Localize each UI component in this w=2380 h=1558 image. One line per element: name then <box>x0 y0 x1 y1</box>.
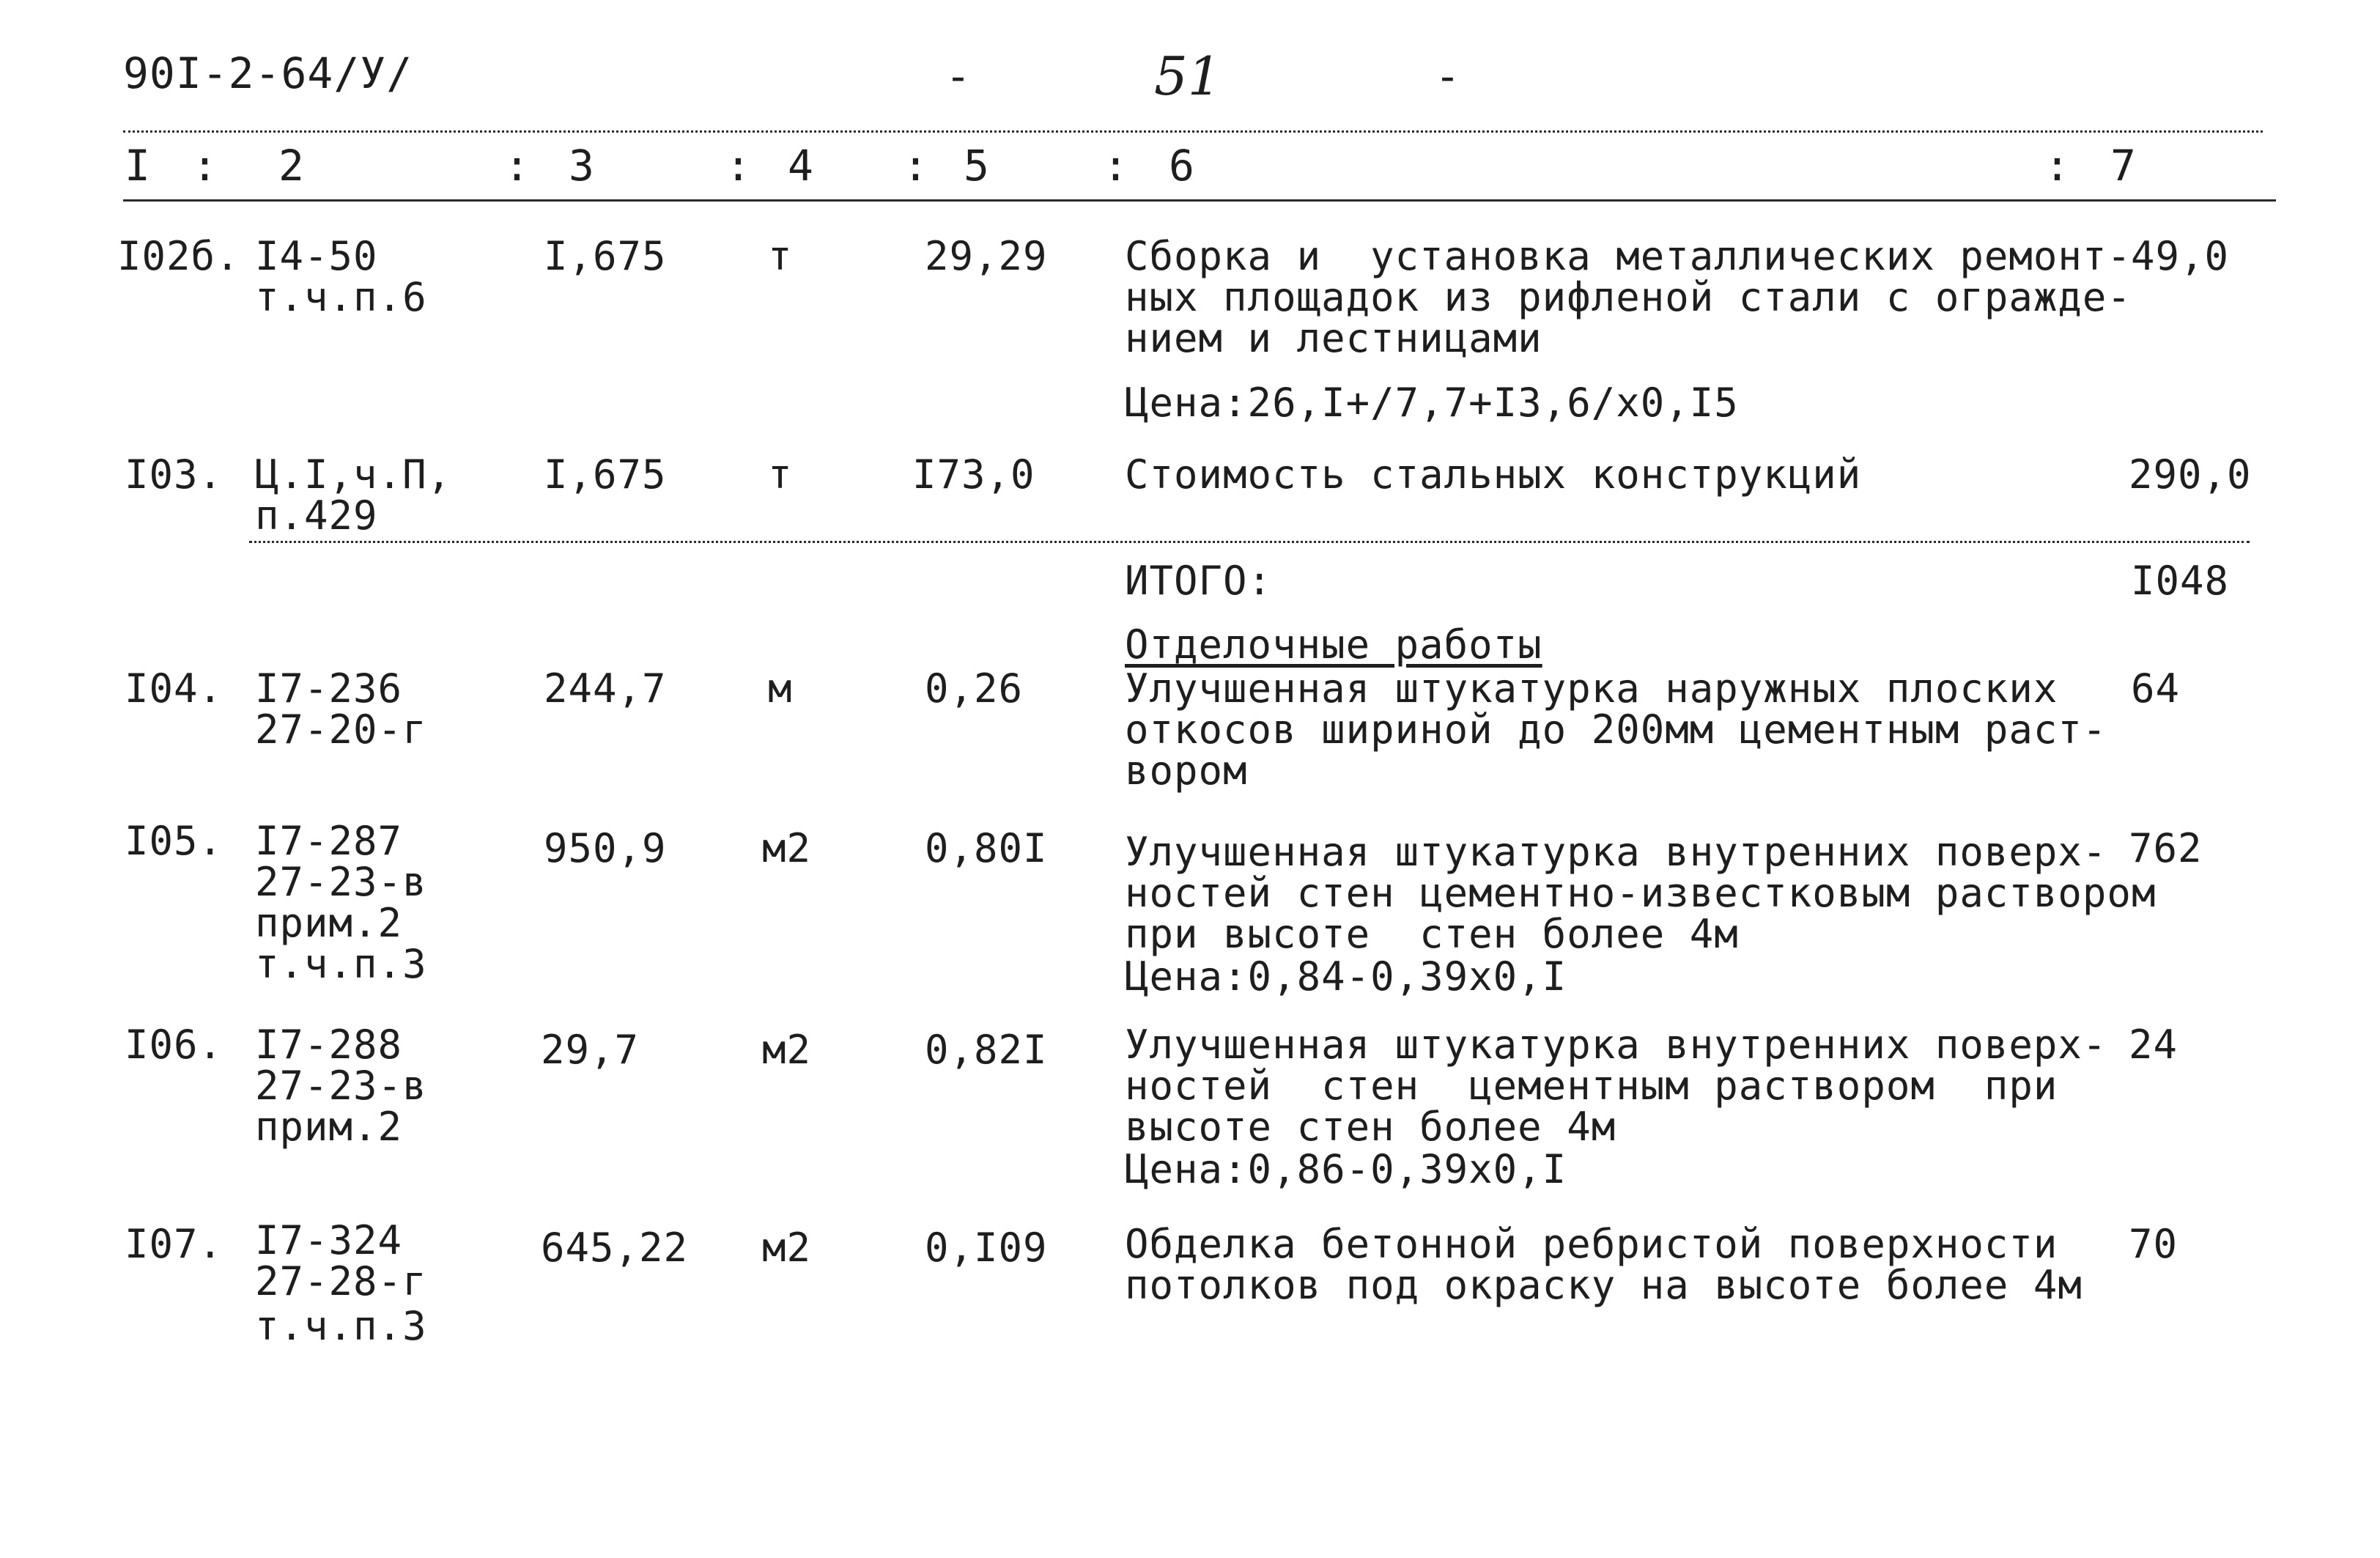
row-unit: т <box>768 451 793 498</box>
row-total: 762 <box>2129 825 2203 871</box>
row-norm-code: I7-236 27-20-г <box>255 665 427 753</box>
row-description: Сборка и установка металлических ремонт- ных площадок из рифленой стали с огражде- нием и лестницами <box>1125 233 2132 361</box>
column-separator: : <box>192 141 218 191</box>
row-unit: м2 <box>762 825 812 871</box>
row-description: Улучшенная штукатурка внутренних поверх- ностей стен цементным раствором при высоте стен более 4м <box>1125 1022 2107 1150</box>
row-quantity: 244,7 <box>544 665 667 712</box>
subtotal-rule <box>249 541 2250 543</box>
row-norm-code-extra: т.ч.п.3 <box>255 1303 427 1349</box>
row-number: I06. <box>125 1022 223 1068</box>
row-number: I02б. <box>117 233 240 279</box>
row-price-note: Цена:0,86-0,39х0,I <box>1125 1146 1567 1192</box>
header-rule-top <box>123 130 2263 133</box>
row-quantity: 950,9 <box>544 825 667 871</box>
row-unit-price: 0,80I <box>925 825 1048 871</box>
row-number: I05. <box>125 818 223 864</box>
column-separator: : <box>2044 141 2071 191</box>
row-price-note: Цена:0,84-0,39х0,I <box>1125 953 1567 1000</box>
row-quantity: 645,22 <box>541 1225 689 1271</box>
row-total: 24 <box>2129 1022 2178 1068</box>
row-norm-code: I7-324 27-28-г <box>255 1217 427 1304</box>
row-number: I07. <box>125 1221 223 1267</box>
row-number: I04. <box>125 665 223 712</box>
header-rule-bottom <box>123 199 2276 202</box>
row-total: 64 <box>2131 665 2181 712</box>
row-norm-code: I7-287 27-23-в прим.2 т.ч.п.3 <box>255 818 427 987</box>
row-total: 290,0 <box>2129 451 2252 498</box>
row-norm-code: Ц.I,ч.П, п.429 <box>255 451 452 539</box>
row-unit: м2 <box>762 1027 812 1073</box>
column-number-3: 3 <box>569 141 595 191</box>
row-description: Улучшенная штукатурка внутренних поверх- ностей стен цементно-известковым раствором при высоте стен более 4м <box>1125 829 2157 957</box>
row-unit: т <box>768 233 793 279</box>
subtotal-label: ИТОГО: <box>1125 558 1273 604</box>
column-separator: : <box>504 141 531 191</box>
column-separator: : <box>725 141 752 191</box>
column-number-4: 4 <box>788 141 814 191</box>
header-dash-left: - <box>945 51 972 101</box>
row-unit-price: 0,82I <box>925 1027 1048 1073</box>
row-unit-price: 0,I09 <box>925 1225 1048 1271</box>
column-separator: : <box>1103 141 1129 191</box>
row-unit: м2 <box>762 1225 812 1271</box>
row-number: I03. <box>125 451 223 498</box>
row-norm-code: I7-288 27-23-в прим.2 <box>255 1022 427 1150</box>
document-code: 90I-2-64/У/ <box>123 48 413 98</box>
column-number-2: 2 <box>278 141 305 191</box>
section-title: Отделочные работы <box>1125 621 1542 668</box>
row-unit-price: 0,26 <box>925 665 1024 712</box>
column-number-1: I <box>125 141 151 191</box>
row-norm-code: I4-50 т.ч.п.6 <box>255 233 427 320</box>
column-number-5: 5 <box>964 141 990 191</box>
row-price-note: Цена:26,I+/7,7+I3,6/х0,I5 <box>1125 380 1739 426</box>
column-number-6: 6 <box>1169 141 1195 191</box>
row-quantity: I,675 <box>544 233 667 279</box>
row-description: Обделка бетонной ребристой поверхности потолков под окраску на высоте более 4м <box>1125 1221 2082 1308</box>
row-quantity: I,675 <box>544 451 667 498</box>
row-unit-price: I73,0 <box>912 451 1035 498</box>
row-total: 70 <box>2129 1221 2178 1267</box>
row-quantity: 29,7 <box>541 1027 640 1073</box>
subtotal-value: I048 <box>2131 558 2230 604</box>
row-unit-price: 29,29 <box>925 233 1048 279</box>
row-unit: м <box>768 665 793 712</box>
page-number: 51 <box>1154 45 1222 107</box>
column-separator: : <box>903 141 929 191</box>
column-number-7: 7 <box>2110 141 2137 191</box>
row-description: Улучшенная штукатурка наружных плоских откосов шириной до 200мм цементным раст- вором <box>1125 665 2107 794</box>
header-dash-right: - <box>1435 51 1461 101</box>
row-description: Стоимость стальных конструкций <box>1125 451 1862 498</box>
row-total: 49,0 <box>2131 233 2230 279</box>
